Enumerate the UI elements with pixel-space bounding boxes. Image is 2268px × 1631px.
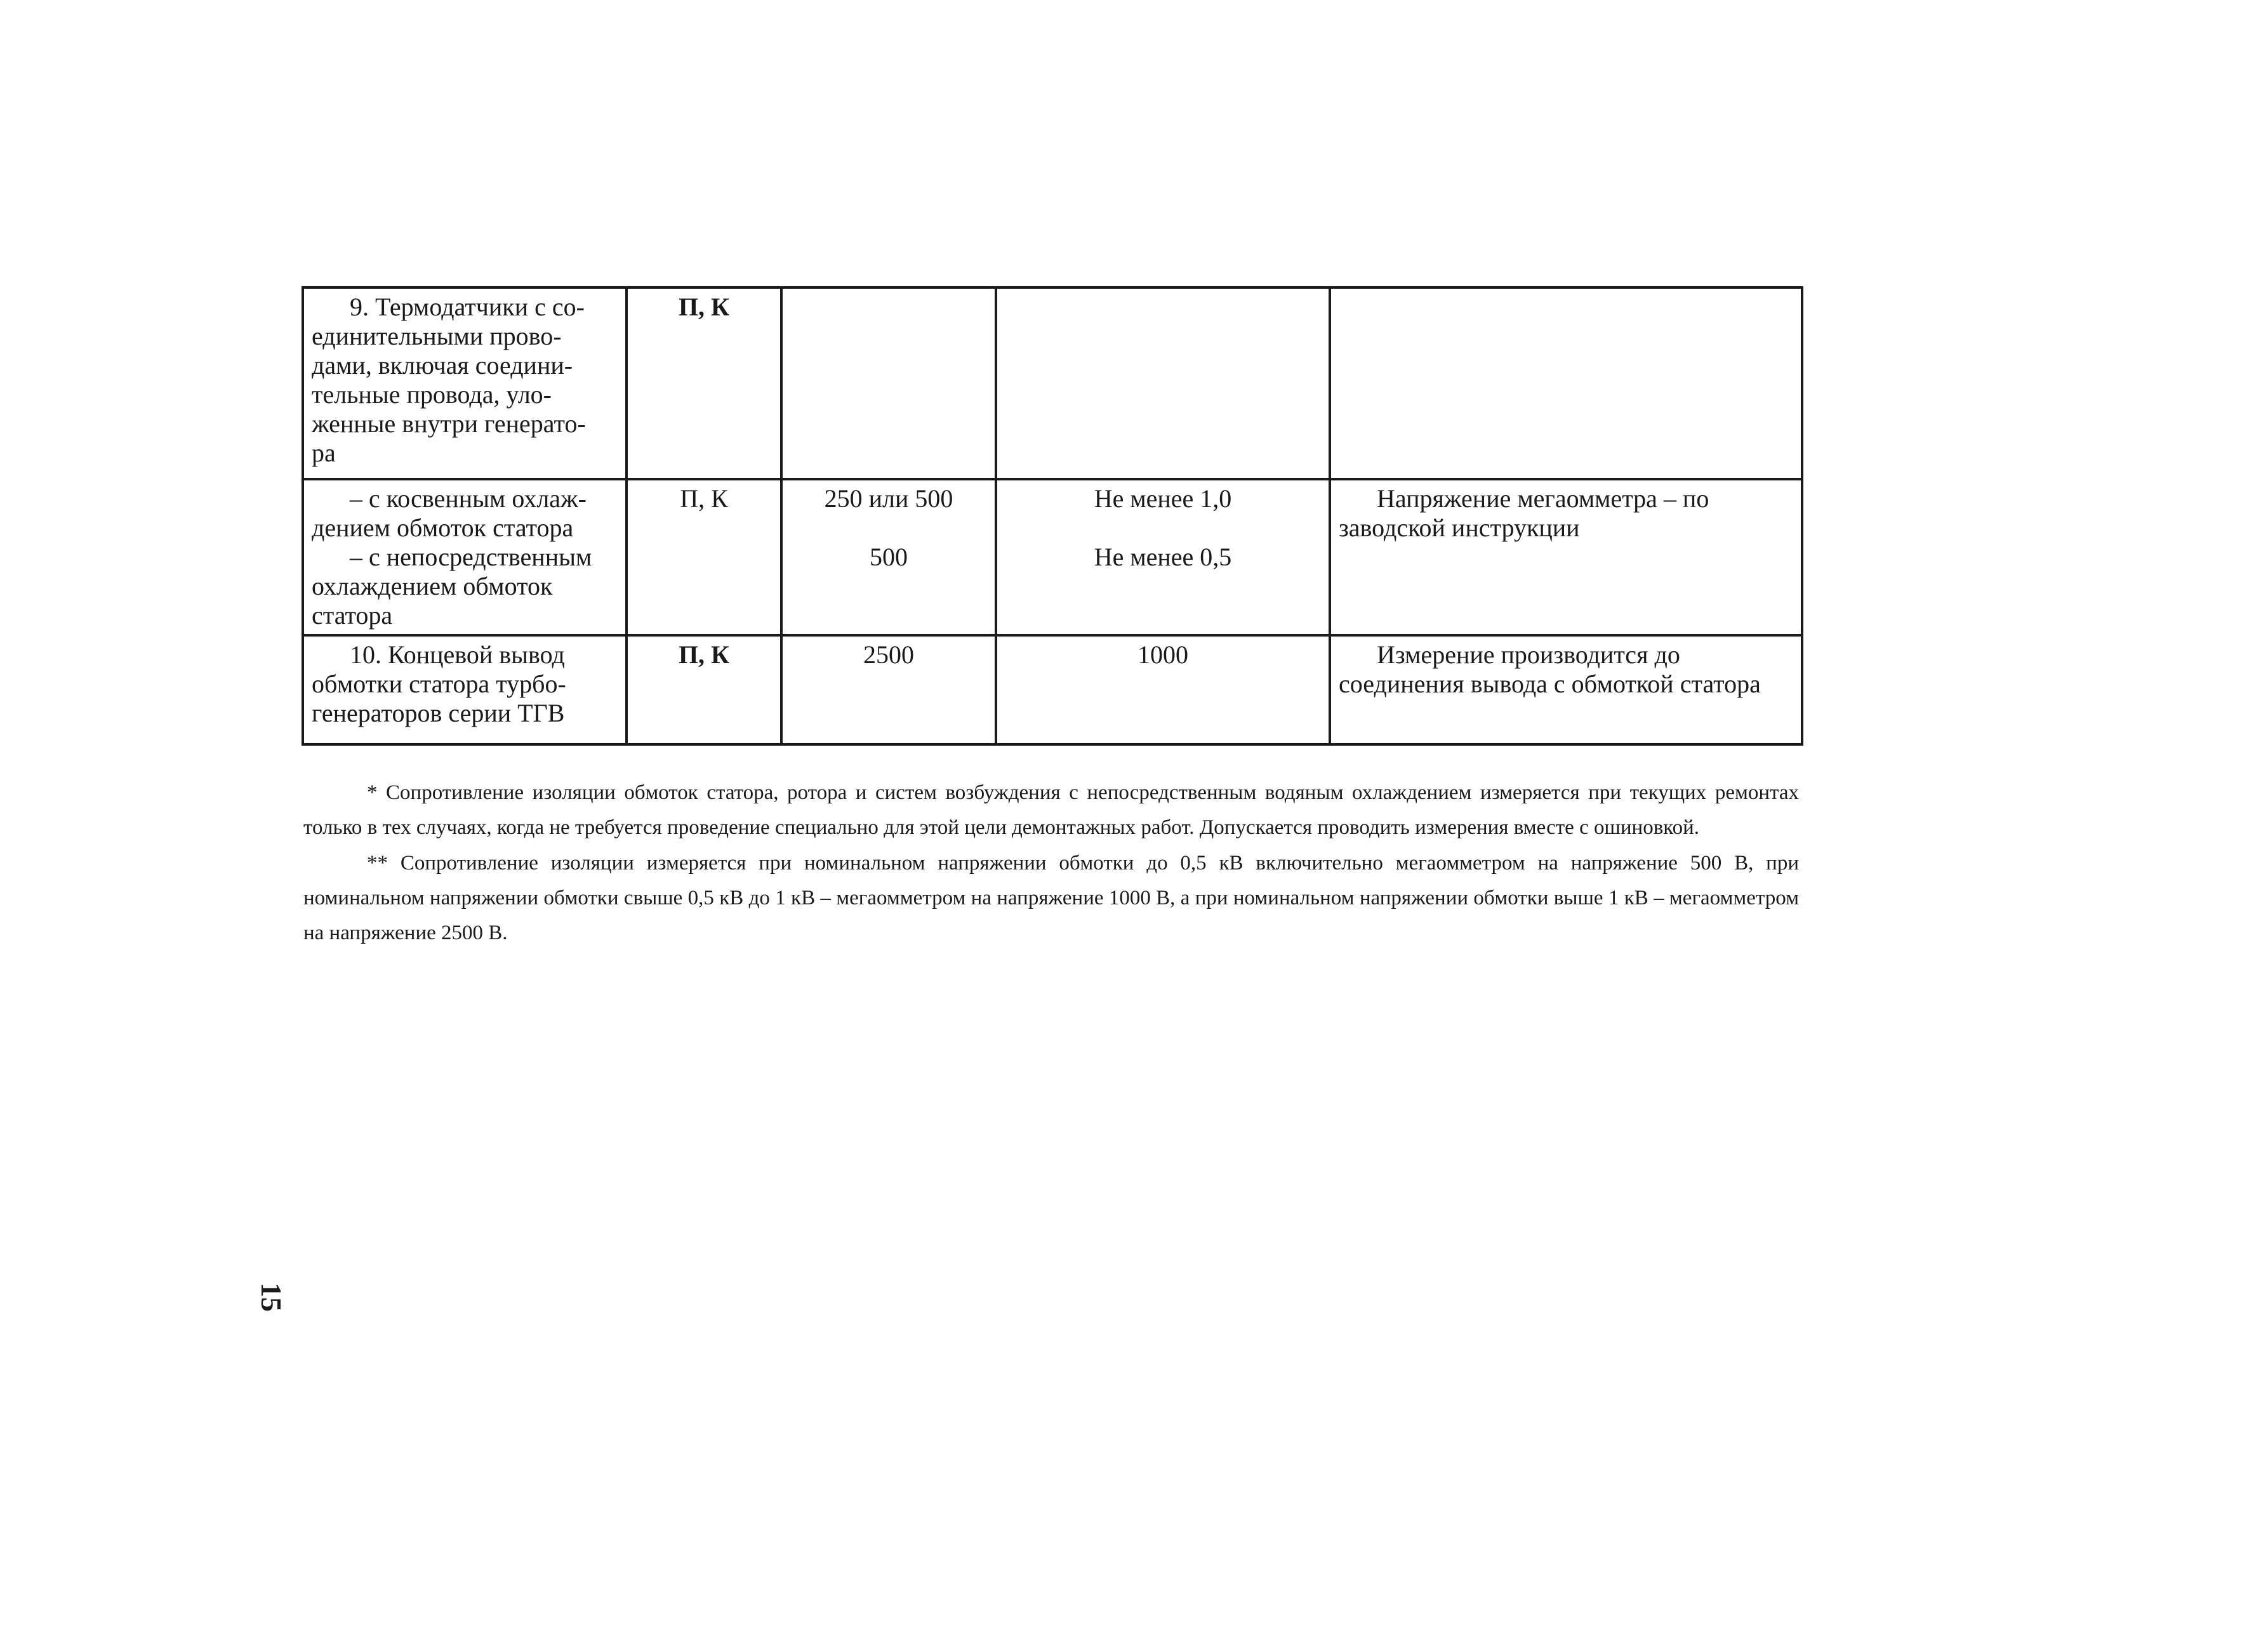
footnote: ** Сопротивление изоляции измеряется при номинальном напряжении обмотки до 0,5 кВ включительно мегаомметром на напряжение 500 В, при номинальном напряжении обмотки свыше 0,5 кВ до 1 кВ – мегаомметром на напряжение 1000 В, а при номинальном напряжении обмотки выше 1 кВ – мегаомметром на напряжение 2500 В. xyxy=(303,852,1799,944)
footnotes xyxy=(303,776,1799,951)
voltage-cell xyxy=(781,635,996,744)
page-number: 15 xyxy=(255,1283,288,1312)
item-cell xyxy=(303,479,627,635)
resistance-value: 1000 xyxy=(1137,640,1188,669)
item-line: – с непосредственным xyxy=(350,543,592,571)
table-row xyxy=(303,479,1802,635)
category-cell: П, К xyxy=(627,287,781,479)
item-line: 9. Термодатчики с со- xyxy=(350,293,585,321)
item-line: – с косвенным охлаж- xyxy=(350,484,587,513)
voltage-cell xyxy=(781,287,996,479)
item-cell xyxy=(303,287,627,479)
voltage-value: 2500 xyxy=(863,640,914,669)
voltage-value: 250 или 500 xyxy=(824,484,953,513)
item-cell xyxy=(303,635,627,744)
voltage-cell xyxy=(781,479,996,635)
voltage-value: 500 xyxy=(870,543,908,571)
table-row xyxy=(303,635,1802,744)
item-line: тельные провода, уло- xyxy=(312,380,552,409)
item-line: статора xyxy=(312,601,393,630)
resistance-cell xyxy=(996,287,1330,479)
item-line: обмотки статора турбо- xyxy=(312,670,566,698)
resistance-cell xyxy=(996,635,1330,744)
note-cell: Напряжение мегаомметра – по заводской инструкции xyxy=(1330,479,1802,635)
category-cell: П, К xyxy=(627,479,781,635)
item-line: генераторов серии ТГВ xyxy=(312,699,565,727)
note-cell xyxy=(1330,287,1802,479)
item-line: дами, включая соедини- xyxy=(312,351,573,380)
table-row xyxy=(303,287,1802,479)
resistance-cell xyxy=(996,479,1330,635)
spec-table xyxy=(302,286,1803,746)
footnote: * Сопротивление изоляции обмоток статора, ротора и систем возбуждения с непосредственным водяным охлаждением измеряется при текущих ремонтах только в тех случаях, когда не требуется проведение специально для этой цели демонтажных работ. Допускается проводить измерения вместе с ошиновкой. xyxy=(303,781,1799,839)
category-cell: П, К xyxy=(627,635,781,744)
item-line: женные внутри генерато- xyxy=(312,409,586,438)
resistance-value: Не менее 1,0 xyxy=(1094,484,1232,513)
item-line: 10. Концевой вывод xyxy=(350,640,565,669)
item-line: единительными прово- xyxy=(312,322,562,350)
item-line: охлаждением обмоток xyxy=(312,572,553,600)
note-cell: Измерение производится до соединения вывода с обмоткой статора xyxy=(1330,635,1802,744)
item-line: дением обмоток статора xyxy=(312,513,574,542)
item-line: ра xyxy=(312,439,336,467)
resistance-value: Не менее 0,5 xyxy=(1094,543,1232,571)
